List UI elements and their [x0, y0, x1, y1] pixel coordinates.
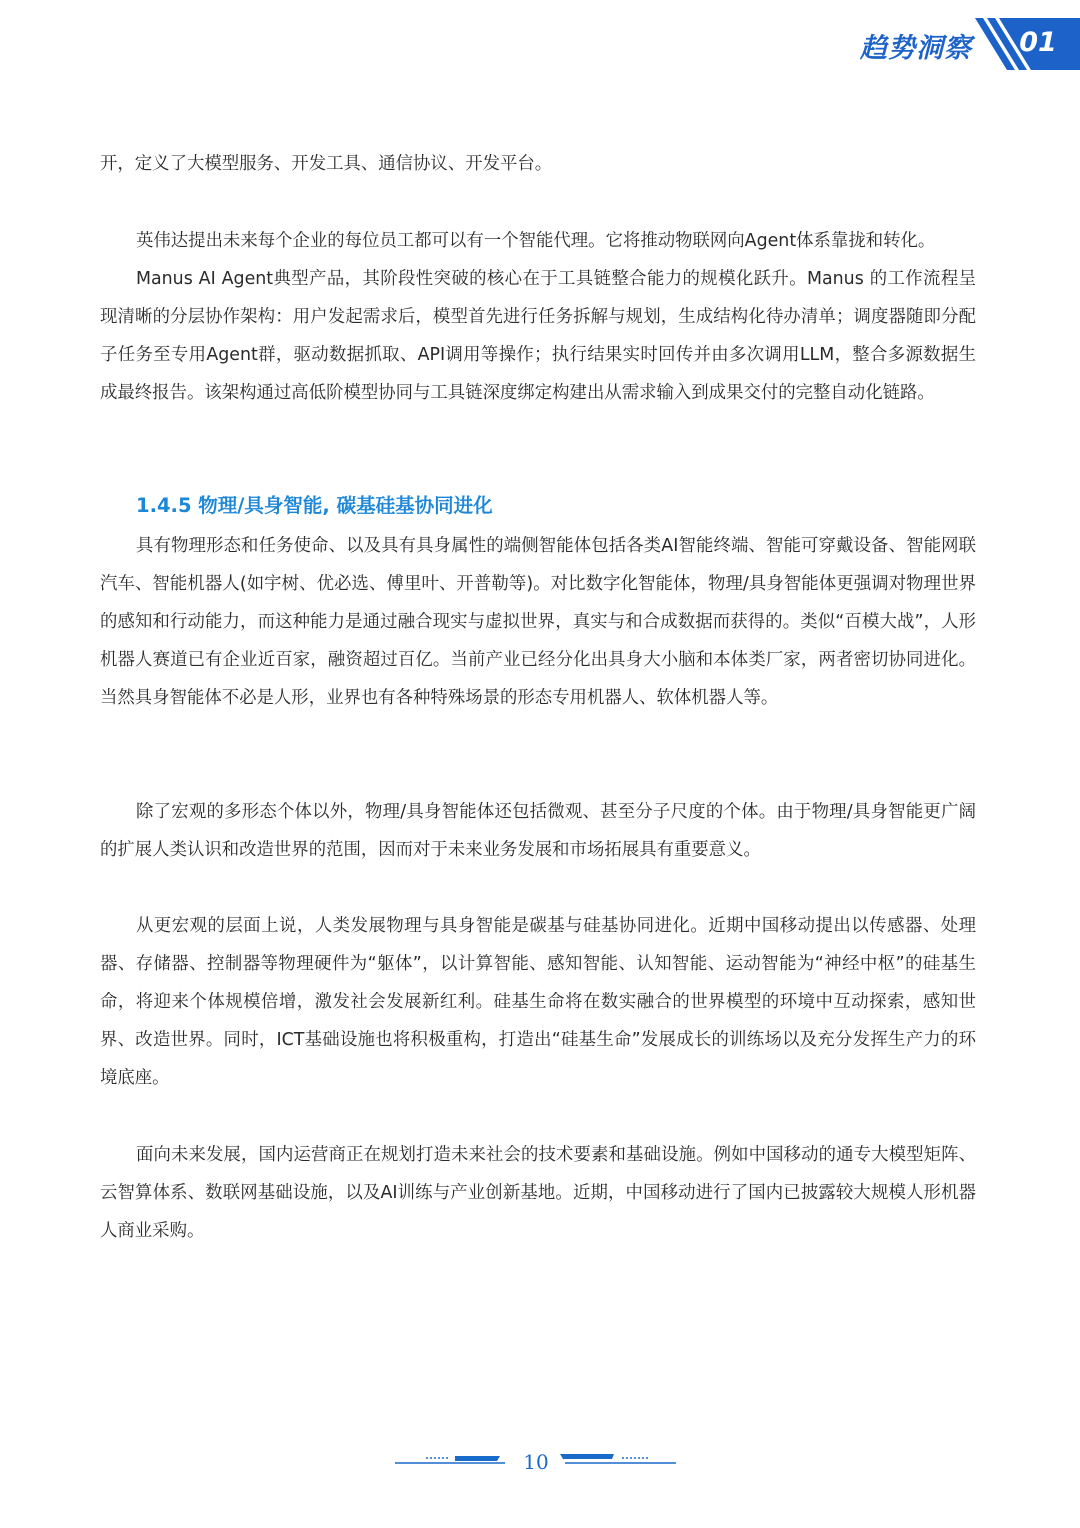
section-heading: 1.4.5 物理/具身智能, 碳基硅基协同进化: [136, 494, 493, 517]
header-title: 趋势洞察: [860, 33, 972, 64]
paragraph-embodied-intelligence: 具有物理形态和任务使命、以及具有具身属性的端侧智能体包括各类AI智能终端、智能可穿戴设备、智能网联汽车、智能机器人(如宇树、优必选、傅里叶、开普勒等)。对比数字化智能体，物理/具身智能体更强调对物理世界的感知和行动能力，而这种能力是通过融合现实与虚拟世界，真实与和合成数据而获得的。类似“百模大战”，人形机器人赛道已有企业近百家，融资超过百亿。当前产业已经分化出具身大小脑和本体类厂家，两者密切协同进化。当然具身智能体不必是人形，业界也有各种特殊场景的形态专用机器人、软体机器人等。: [100, 536, 976, 708]
page-header: [0, 0, 1080, 80]
paragraph-continuation: 开，定义了大模型服务、开发工具、通信协议、开发平台。: [100, 154, 553, 174]
paragraph-carbon-silicon: 从更宏观的层面上说，人类发展物理与具身智能是碳基与硅基协同进化。近期中国移动提出以传感器、处理器、存储器、控制器等物理硬件为“躯体”，以计算智能、感知智能、认知智能、运动智能为“神经中枢”的硅基生命，将迎来个体规模倍增，激发社会发展新红利。硅基生命将在数实融合的世界模型的环境中互动探索，感知世界、改造世界。同时，ICT基础设施也将积极重构，打造出“硅基生命”发展成长的训练场以及充分发挥生产力的环境底座。: [100, 916, 976, 1088]
paragraph-operators: 面向未来发展，国内运营商正在规划打造未来社会的技术要素和基础设施。例如中国移动的通专大模型矩阵、云智算体系、数联网基础设施，以及AI训练与产业创新基地。近期，中国移动进行了国内已披露较大规模人形机器人商业采购。: [100, 1145, 976, 1241]
paragraph-manus: Manus AI Agent典型产品，其阶段性突破的核心在于工具链整合能力的规模化跃升。Manus 的工作流程呈现清晰的分层协作架构：用户发起需求后，模型首先进行任务拆解与规划，生成结构化待办清单；调度器随即分配子任务至专用Agent群，驱动数据抓取、API调用等操作；执行结果实时回传并由多次调用LLM，整合多源数据生成最终报告。该架构通过高低阶模型协同与工具链深度绑定构建出从需求输入到成果交付的完整自动化链路。: [100, 269, 976, 403]
paragraph-micro-scale: 除了宏观的多形态个体以外，物理/具身智能体还包括微观、甚至分子尺度的个体。由于物理/具身智能更广阔的扩展人类认识和改造世界的范围，因而对于未来业务发展和市场拓展具有重要意义。: [100, 802, 976, 860]
paragraph-nvidia: 英伟达提出未来每个企业的每位员工都可以有一个智能代理。它将推动物联网向Agent体系靠拢和转化。: [136, 231, 936, 251]
chapter-number: 01: [1019, 27, 1057, 58]
page-number: 10: [523, 1450, 549, 1474]
